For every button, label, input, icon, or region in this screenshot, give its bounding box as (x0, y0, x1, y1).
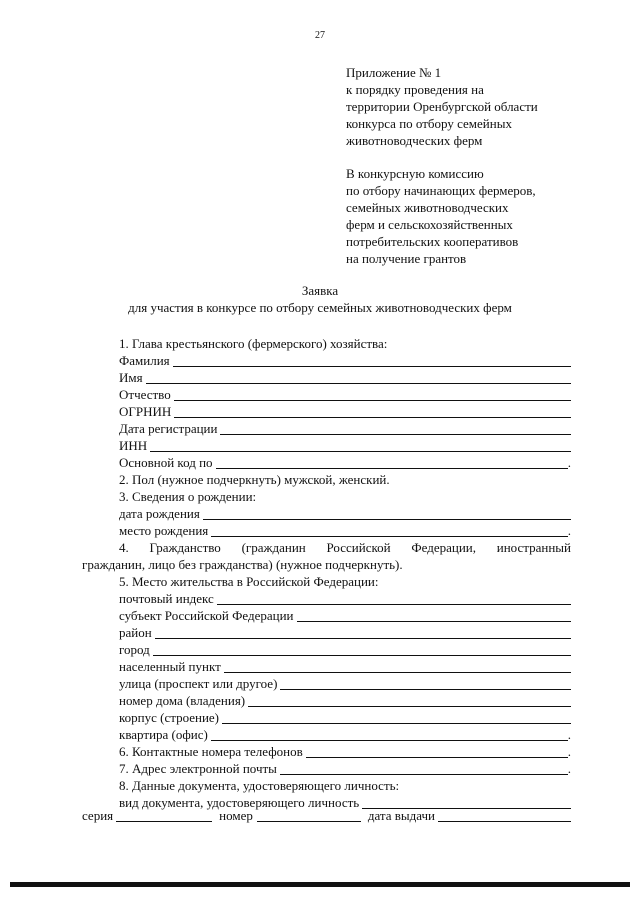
bottom-border-rule (10, 882, 630, 887)
number-line[interactable] (257, 809, 361, 822)
apartment-label: квартира (офис) (119, 727, 208, 742)
section-5-heading: 5. Место жительства в Российской Федерации: (119, 574, 379, 589)
main-code-label: Основной код по (119, 455, 213, 470)
issue-date-line[interactable] (438, 809, 571, 822)
house-line[interactable] (248, 694, 571, 707)
birth-place-field[interactable]: место рождения . (119, 523, 571, 538)
addressee-block (346, 165, 536, 267)
subject-label: субъект Российской Федерации (119, 608, 294, 623)
postcode-field[interactable] (119, 590, 571, 607)
email-label: 7. Адрес электронной почты (119, 761, 277, 776)
building-label: корпус (строение) (119, 710, 220, 725)
surname-field[interactable] (119, 352, 571, 369)
surname-label: Фамилия (119, 353, 170, 368)
birth-date-label: дата рождения (119, 506, 200, 521)
postcode-line[interactable] (217, 592, 571, 605)
ogrnip-label: ОГРНИН (119, 404, 172, 419)
document-type-label: вид документа, удостоверяющего личность (119, 795, 360, 810)
surname-line[interactable] (173, 354, 571, 367)
ogrnip-field[interactable] (119, 403, 571, 420)
appendix-block (346, 64, 538, 149)
subject-field[interactable] (119, 607, 571, 624)
name-label: Имя (119, 370, 143, 385)
registration-date-line[interactable] (220, 422, 571, 435)
settlement-label: населенный пункт (119, 659, 221, 674)
building-line[interactable] (222, 711, 571, 724)
page-number: 27 (315, 30, 325, 41)
series-label: серия (82, 808, 114, 823)
patronymic-line[interactable] (174, 388, 571, 401)
appendix-line: конкурса по отбору семейных (346, 116, 512, 131)
section-3-heading: 3. Сведения о рождении: (119, 489, 257, 504)
appendix-line: животноводческих ферм (346, 133, 483, 148)
patronymic-field[interactable] (119, 386, 571, 403)
house-field[interactable] (119, 692, 571, 709)
street-field[interactable] (119, 675, 571, 692)
settlement-field[interactable] (119, 658, 571, 675)
registration-date-field[interactable] (119, 420, 571, 437)
registration-date-label: Дата регистрации (119, 421, 218, 436)
email-line[interactable] (280, 762, 568, 775)
section-4-citizenship-line2: гражданин, лицо без гражданства) (нужное подчеркнуть). (82, 557, 403, 572)
building-field[interactable] (119, 709, 571, 726)
email-field[interactable]: 7. Адрес электронной почты . (119, 761, 571, 776)
addressee-line: семейных животноводческих (346, 200, 509, 215)
postcode-label: почтовый индекс (119, 591, 214, 606)
phones-line[interactable] (306, 745, 568, 758)
district-field[interactable] (119, 624, 571, 641)
apartment-field[interactable]: квартира (офис) . (119, 727, 571, 742)
ogrnip-line[interactable] (174, 405, 571, 418)
addressee-line: потребительских кооперативов (346, 234, 519, 249)
district-line[interactable] (155, 626, 571, 639)
phones-label: 6. Контактные номера телефонов (119, 744, 303, 759)
inn-line[interactable] (150, 439, 571, 452)
birth-date-field[interactable] (119, 505, 571, 522)
document-series-row (82, 807, 571, 824)
addressee-line: ферм и сельскохозяйственных (346, 217, 513, 232)
section-1-heading: 1. Глава крестьянского (фермерского) хозяйства: (119, 336, 388, 351)
house-label: номер дома (владения) (119, 693, 246, 708)
appendix-line: территории Оренбургской области (346, 99, 538, 114)
application-title: Заявка (301, 283, 339, 298)
section-2-gender: 2. Пол (нужное подчеркнуть) мужской, женский. (119, 472, 390, 487)
appendix-line: к порядку проведения на (346, 82, 484, 97)
section-8-heading: 8. Данные документа, удостоверяющего личность: (119, 778, 400, 793)
addressee-line: по отбору начинающих фермеров, (346, 183, 536, 198)
application-subtitle: для участия в конкурсе по отбору семейных животноводческих ферм (128, 300, 512, 315)
main-code-line[interactable] (216, 456, 568, 469)
section-4-citizenship-line1: 4. Гражданство (гражданин Российской Федерации, иностранный (119, 540, 571, 555)
inn-label: ИНН (119, 438, 148, 453)
birth-date-line[interactable] (203, 507, 571, 520)
name-field[interactable] (119, 369, 571, 386)
district-label: район (119, 625, 152, 640)
addressee-line: на получение грантов (346, 251, 467, 266)
number-label: номер (219, 808, 253, 823)
city-line[interactable] (153, 643, 571, 656)
inn-field[interactable] (119, 437, 571, 454)
apartment-line[interactable] (211, 728, 568, 741)
addressee-line: В конкурсную комиссию (346, 166, 484, 181)
issue-date-label: дата выдачи (367, 808, 435, 823)
street-line[interactable] (280, 677, 571, 690)
phones-field[interactable]: 6. Контактные номера телефонов . (119, 744, 571, 759)
birth-place-line[interactable] (211, 524, 567, 537)
main-code-field[interactable]: Основной код по . (119, 455, 571, 470)
street-label: улица (проспект или другое) (119, 676, 278, 691)
name-line[interactable] (146, 371, 571, 384)
birth-place-label: место рождения (119, 523, 209, 538)
appendix-line: Приложение № 1 (346, 65, 442, 80)
patronymic-label: Отчество (119, 387, 171, 402)
subject-line[interactable] (297, 609, 572, 622)
series-line[interactable] (116, 809, 212, 822)
settlement-line[interactable] (224, 660, 571, 673)
city-label: город (119, 642, 150, 657)
city-field[interactable] (119, 641, 571, 658)
